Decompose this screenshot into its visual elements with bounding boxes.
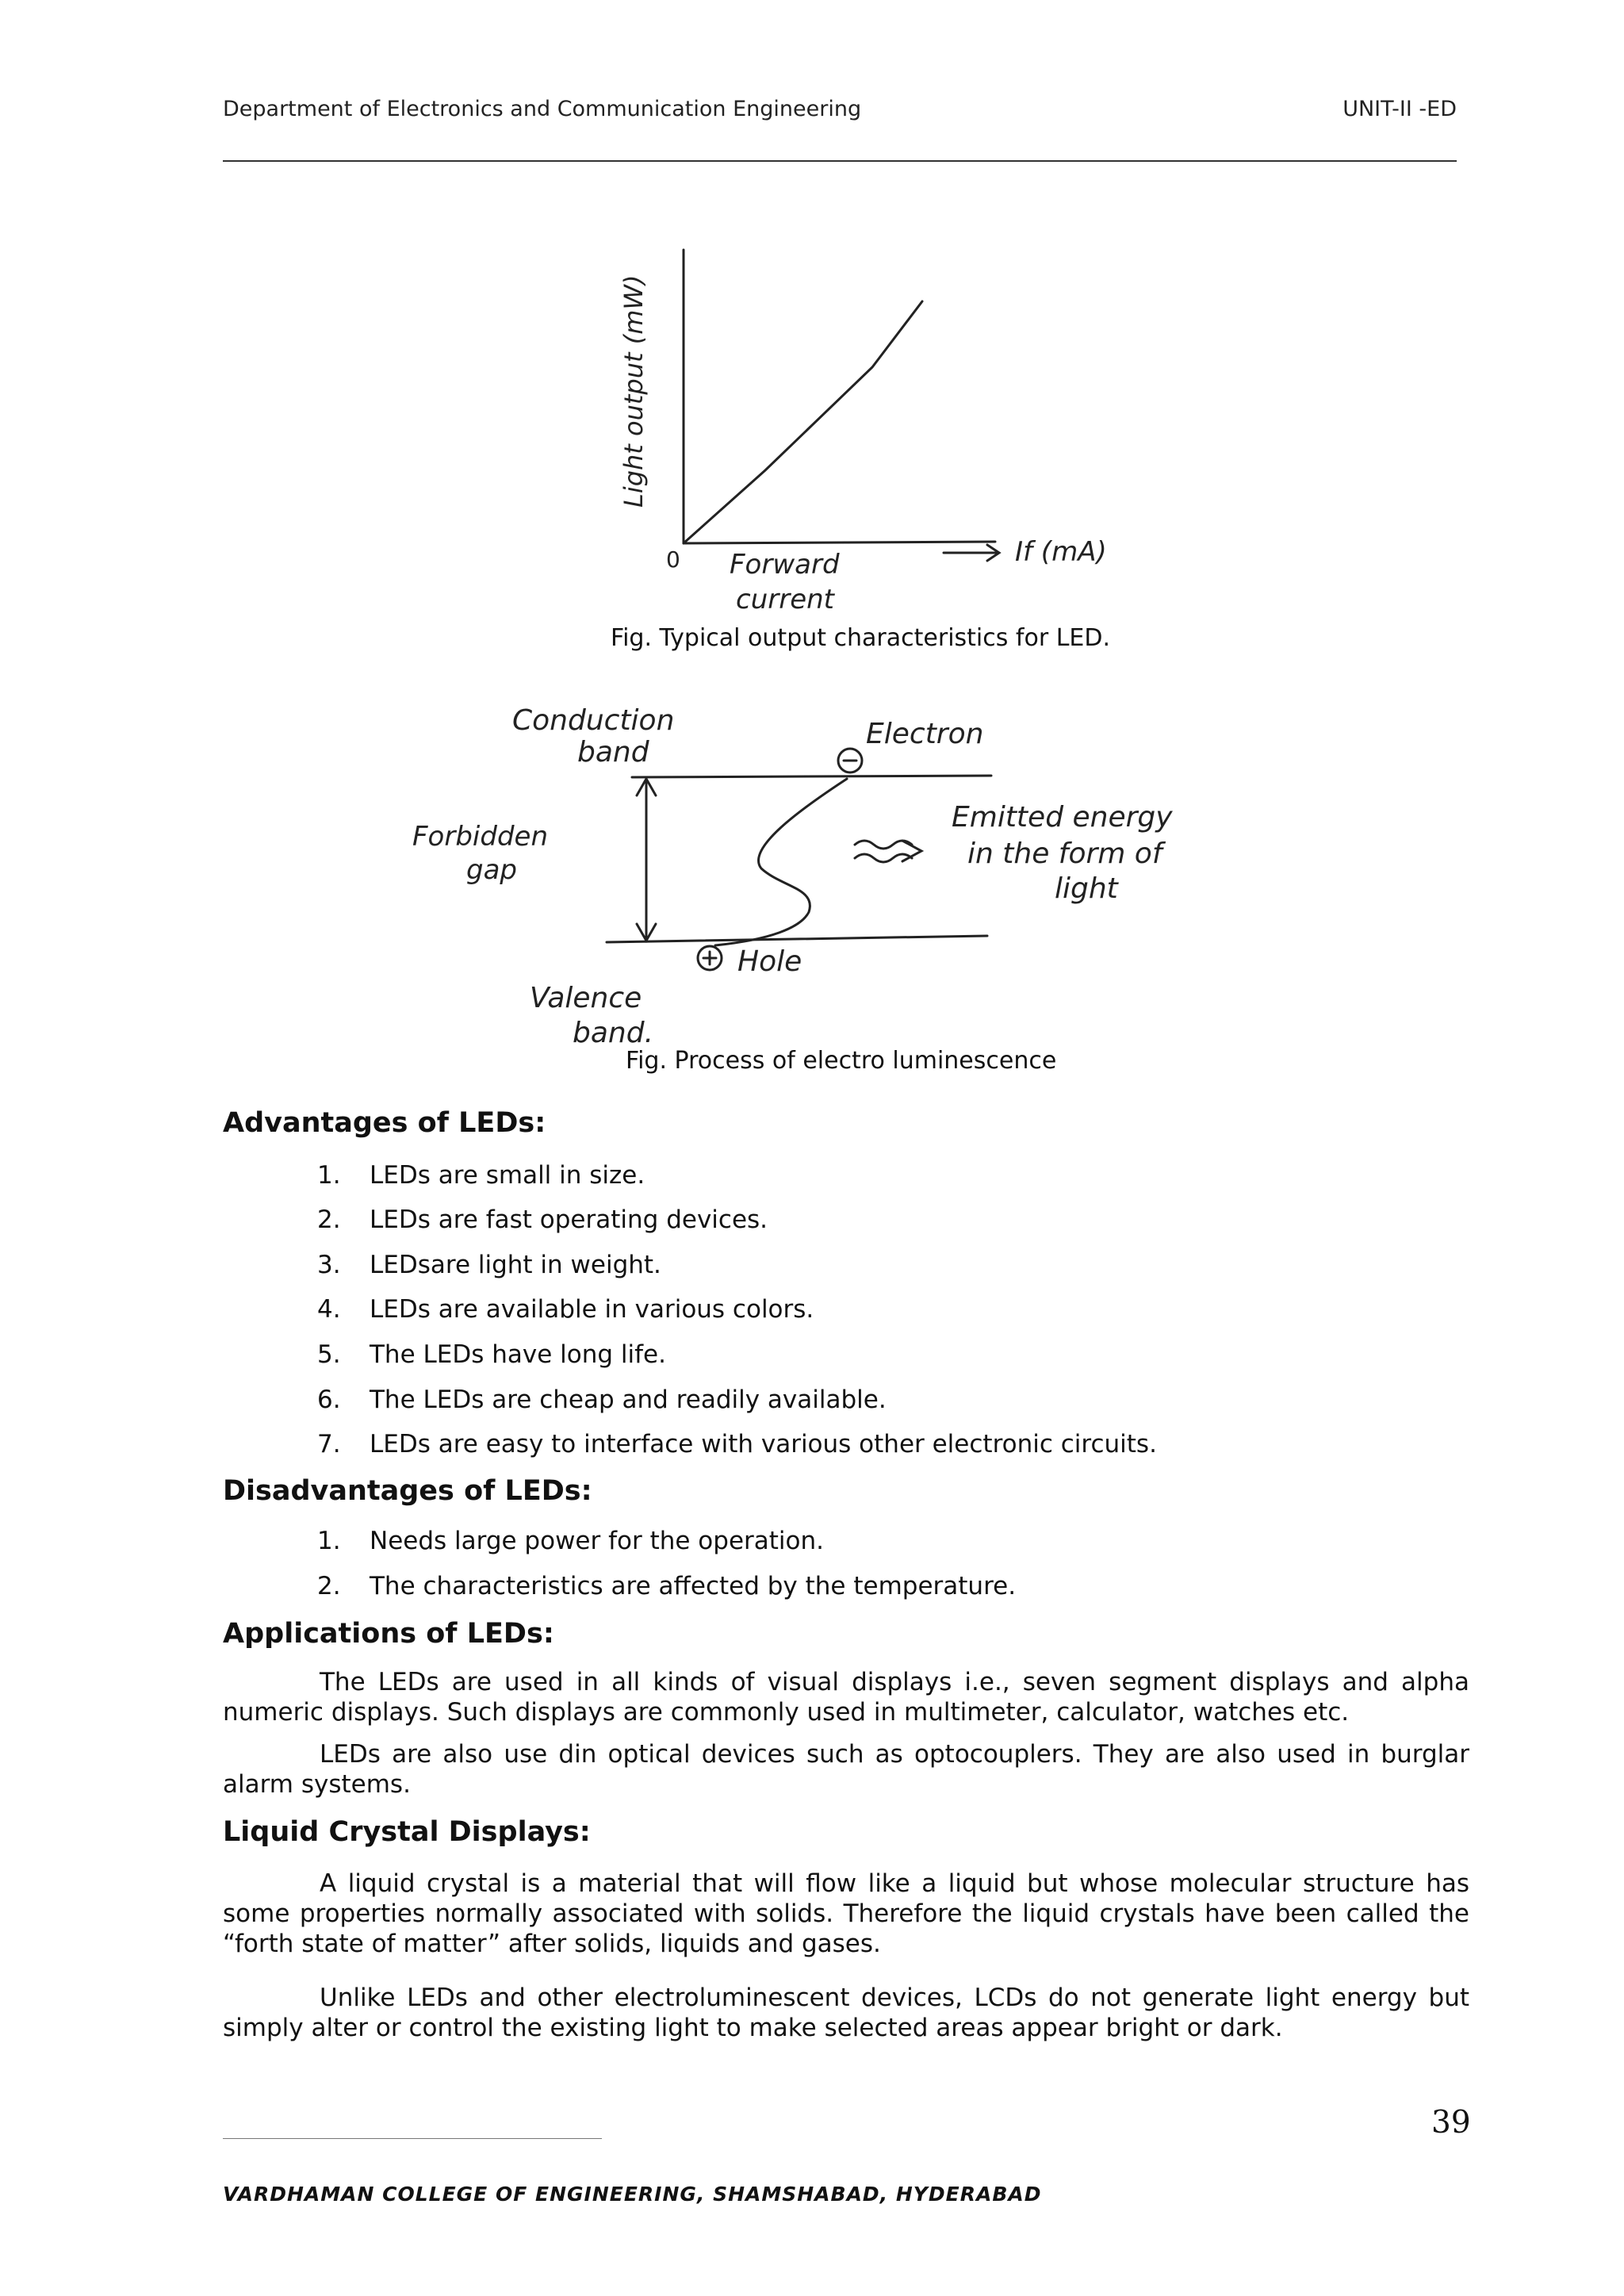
unit-label: UNIT-II -ED [1342,97,1457,121]
list-text: Needs large power for the operation. [370,1527,825,1555]
advantages-heading: Advantages of LEDs: [223,1107,546,1139]
list-item [317,1340,666,1369]
applications-paragraph-1-text: The LEDs are used in all kinds of visual displays i.e., seven segment displays and alpha numeric displays. Such displays are commonly used in multimeter, calculator, watches etc. [223,1668,1469,1727]
electro-luminescence-figure [396,690,1308,1055]
list-item [317,1386,887,1414]
lcd-paragraph-2 [223,1983,1469,2043]
valence-band-label-line1: Valence [530,982,642,1014]
list-text: LEDs are small in size. [370,1161,645,1190]
list-item [317,1251,661,1279]
list-number: 2. [317,1572,341,1600]
list-item [317,1205,768,1234]
disadvantages-heading: Disadvantages of LEDs: [223,1475,592,1507]
page-header [223,97,1457,128]
list-number: 1. [317,1161,341,1190]
electron-path [715,779,847,945]
lcd-paragraph-1-text: A liquid crystal is a material that will flow like a liquid but whose molecular structure has some properties normally associated with solids. Therefore the liquid crystals have been called the “forth state of matter” after solids, liquids and gases. [223,1869,1469,1958]
valence-band-line [607,936,987,942]
led-output-characteristics-figure [603,202,1174,623]
footer-divider [223,2138,602,2139]
origin-label: 0 [666,546,680,573]
conduction-band-label-line1: Conduction [512,704,675,737]
list-number: 1. [317,1527,341,1555]
list-text: LEDs are easy to interface with various other electronic circuits. [370,1430,1157,1458]
y-axis-label: Light output (mW) [619,274,649,508]
list-number: 6. [317,1386,341,1414]
forbidden-gap-label-line2: gap [466,854,517,886]
list-number: 7. [317,1430,341,1458]
applications-heading: Applications of LEDs: [223,1618,554,1650]
applications-paragraph-2 [223,1739,1469,1800]
list-text: The LEDs are cheap and readily available. [370,1386,887,1414]
x-axis-unit-label: If (mA) [1015,536,1107,568]
list-text: LEDs are available in various colors. [370,1295,814,1324]
conduction-band-label-line2: band [577,736,649,769]
list-item [317,1572,1016,1600]
list-number: 4. [317,1295,341,1324]
header-divider [223,160,1457,162]
lcd-paragraph-2-text: Unlike LEDs and other electroluminescent devices, LCDs do not generate light energy but simply alter or control the existing light to make selected areas appear bright or dark. [223,1984,1469,2042]
x-axis-arrow [944,545,999,561]
list-number: 3. [317,1251,341,1279]
emitted-energy-label-line3: light [1055,872,1118,905]
list-item [317,1527,824,1555]
list-text: LEDsare light in weight. [370,1251,661,1279]
emitted-energy-label-line1: Emitted energy [952,801,1173,834]
lcd-heading: Liquid Crystal Displays: [223,1816,591,1848]
hole-label: Hole [737,945,802,978]
output-curve [684,301,922,543]
page-number: 39 [1431,2105,1471,2141]
list-text: The characteristics are affected by the temperature. [370,1572,1017,1600]
lcd-paragraph-1 [223,1869,1469,1959]
figure1-caption: Fig. Typical output characteristics for LED. [611,624,1111,652]
list-number: 5. [317,1340,341,1369]
department-name: Department of Electronics and Communication Engineering [223,97,862,121]
list-item [317,1161,645,1190]
list-text: The LEDs have long life. [370,1340,666,1369]
list-item [317,1295,814,1324]
x-axis-label-line2: current [736,584,834,615]
figure2-caption: Fig. Process of electro luminescence [626,1047,1057,1075]
electron-label: Electron [866,718,984,750]
emitted-energy-arrow [855,841,921,862]
college-name: VARDHAMAN COLLEGE OF ENGINEERING, SHAMSHABAD, HYDERABAD [223,2183,1042,2206]
x-axis-label-line1: Forward [730,549,840,581]
list-number: 2. [317,1205,341,1234]
list-item [317,1430,1157,1458]
valence-band-label-line2: band. [573,1017,654,1049]
conduction-band-line [632,776,991,777]
x-axis [684,542,995,543]
forbidden-gap-label-line1: Forbidden [412,821,548,853]
list-text: LEDs are fast operating devices. [370,1205,768,1234]
applications-paragraph-2-text: LEDs are also use din optical devices such as optocouplers. They are also used in burglar alarm systems. [223,1740,1469,1799]
applications-paragraph-1 [223,1667,1469,1727]
emitted-energy-label-line2: in the form of [967,838,1162,870]
